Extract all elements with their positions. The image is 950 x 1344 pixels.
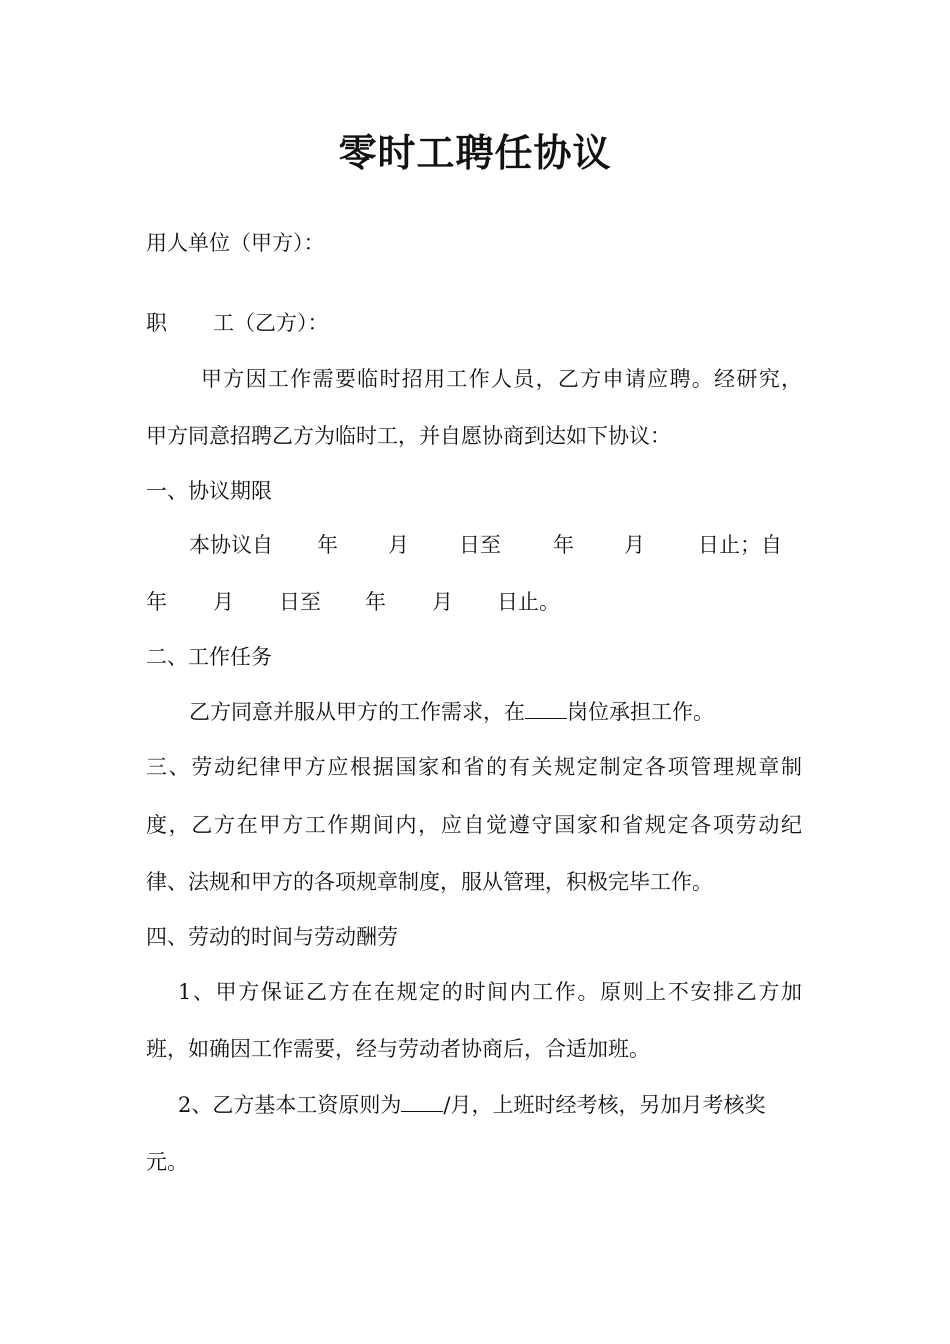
term-text: 月 bbox=[388, 533, 409, 557]
section-4-item-1-line-1: 1、甲方保证乙方在在规定的时间内工作。原则上不安排乙方加 bbox=[178, 980, 802, 1004]
section-1-line-2 bbox=[146, 587, 560, 617]
wage-text-after: /月，上班时经考核，另加月考核奖 bbox=[443, 1093, 766, 1117]
term-text: 月 bbox=[432, 590, 453, 614]
term-text: 年 bbox=[146, 590, 167, 614]
term-text: 年 bbox=[317, 533, 338, 557]
section-2-text-before: 乙方同意并服从甲方的工作需求，在 bbox=[189, 700, 525, 724]
party-b-label-right: 工（乙方）： bbox=[213, 311, 329, 335]
section-1-line-1 bbox=[189, 530, 782, 560]
section-2-heading: 二、工作任务 bbox=[146, 645, 272, 669]
section-4-item-2-line-1 bbox=[178, 1090, 765, 1120]
term-text: 月 bbox=[213, 590, 234, 614]
term-text: 日止；自 bbox=[698, 533, 782, 557]
party-b-label-left: 职 bbox=[146, 311, 167, 335]
section-4-heading: 四、劳动的时间与劳动酬劳 bbox=[146, 925, 398, 949]
term-text: 月 bbox=[624, 533, 645, 557]
document-title: 零时工聘任协议 bbox=[338, 131, 612, 175]
section-4-item-2-line-2: 元。 bbox=[146, 1150, 188, 1174]
section-3-line-2: 度，乙方在甲方工作期间内，应自觉遵守国家和省规定各项劳动纪 bbox=[146, 813, 802, 837]
term-text: 本协议自 bbox=[189, 533, 273, 557]
section-2-text-after: 岗位承担工作。 bbox=[567, 700, 714, 724]
term-text: 日止。 bbox=[497, 590, 560, 614]
wage-blank bbox=[401, 1091, 443, 1112]
position-blank bbox=[525, 698, 567, 719]
section-3-line-1: 三、劳动纪律甲方应根据国家和省的有关规定制定各项管理规章制 bbox=[146, 755, 802, 779]
party-a-label: 用人单位（甲方）： bbox=[146, 231, 325, 255]
section-2-line bbox=[189, 697, 714, 727]
section-3-line-3: 律、法规和甲方的各项规章制度，服从管理，积极完毕工作。 bbox=[146, 870, 713, 894]
party-b-label bbox=[146, 308, 329, 338]
intro-line-2: 甲方同意招聘乙方为临时工，并自愿协商到达如下协议： bbox=[146, 424, 671, 448]
term-text: 年 bbox=[553, 533, 574, 557]
term-text: 日至 bbox=[459, 533, 501, 557]
intro-line-1: 甲方因工作需要临时招用工作人员，乙方申请应聘。经研究， bbox=[201, 367, 802, 391]
term-text: 日至 bbox=[279, 590, 321, 614]
section-1-heading: 一、协议期限 bbox=[146, 479, 272, 503]
term-text: 年 bbox=[365, 590, 386, 614]
section-4-item-1-line-2: 班，如确因工作需要，经与劳动者协商后，合适加班。 bbox=[146, 1037, 650, 1061]
wage-text-before: 2、乙方基本工资原则为 bbox=[178, 1093, 402, 1117]
